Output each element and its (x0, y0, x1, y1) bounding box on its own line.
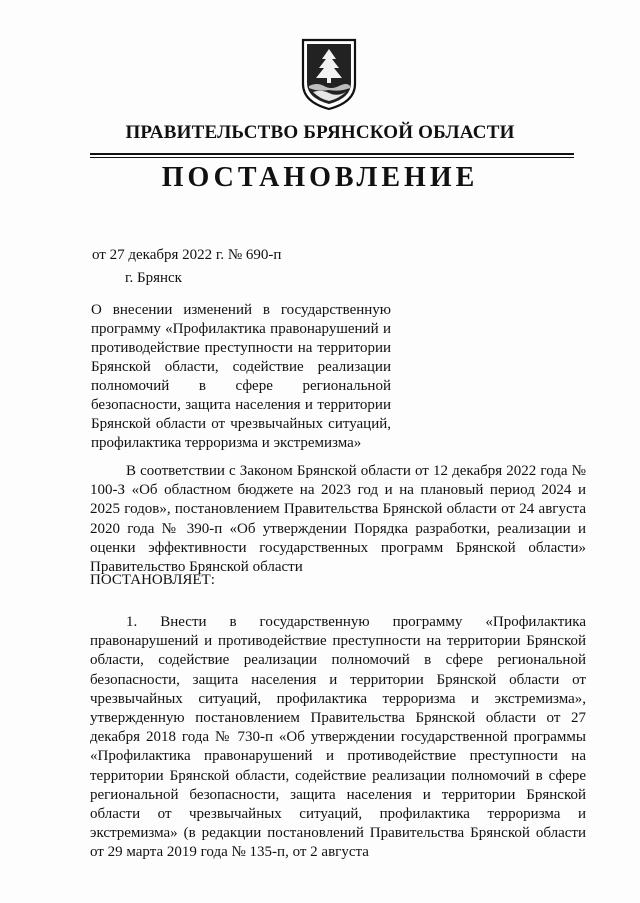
document-date-number: от 27 декабря 2022 г. № 690-п (92, 247, 282, 263)
document-type-title: ПОСТАНОВЛЕНИЕ (161, 162, 479, 193)
organization-name: ПРАВИТЕЛЬСТВО БРЯНСКОЙ ОБЛАСТИ (125, 122, 515, 143)
item-block (90, 613, 586, 863)
preamble-paragraph: В соответствии с Законом Брянской области от 12 декабря 2022 года № 100-З «Об областном бюджете на 2023 год и на плановый период 2024 и 2025 годов», постановлением Правительства Брянской области от 24 августа 2020 года № 390-п «Об утверждении Порядка разработки, реализации и оценки эффективности государственных программ Брянской области» Правительство Брянской области (90, 463, 586, 576)
decree-word: ПОСТАНОВЛЯЕТ: (90, 572, 215, 588)
preamble-block (90, 462, 586, 577)
coat-of-arms-icon (300, 36, 358, 112)
header-divider-thick (90, 153, 574, 155)
header-divider-thin (90, 157, 574, 158)
item-1-paragraph: 1. Внести в государственную программу «Профилактика правонарушений и противодействие преступности на территории Брянской области, содействие реализации полномочий в сфере региональной безопасности, защита населения и территории Брянской области от чрезвычайных ситуаций, профилактика терроризма и экстремизма», утвержденную постановлением Правительства Брянской области от 27 декабря 2018 года № 730-п «Об утверждении государственной программы «Профилактика правонарушений и противодействие преступности на территории Брянской области, содействие реализации полномочий в сфере региональной безопасности, защита населения и территории Брянской области от чрезвычайных ситуаций, профилактика терроризма и экстремизма» (в редакции постановлений Правительства Брянской области от 29 марта 2019 года № 135-п, от 2 августа (90, 614, 586, 861)
document-city: г. Брянск (125, 270, 182, 286)
document-subject: О внесении изменений в государственную программу «Профилактика правонарушений и противодействие преступности на территории Брянской области, содействие реализации полномочий в сфере региональной безопасности, защита населения и территории Брянской области от чрезвычайных ситуаций, профилактика терроризма и экстремизма» (91, 302, 391, 451)
decree-block (90, 571, 586, 590)
